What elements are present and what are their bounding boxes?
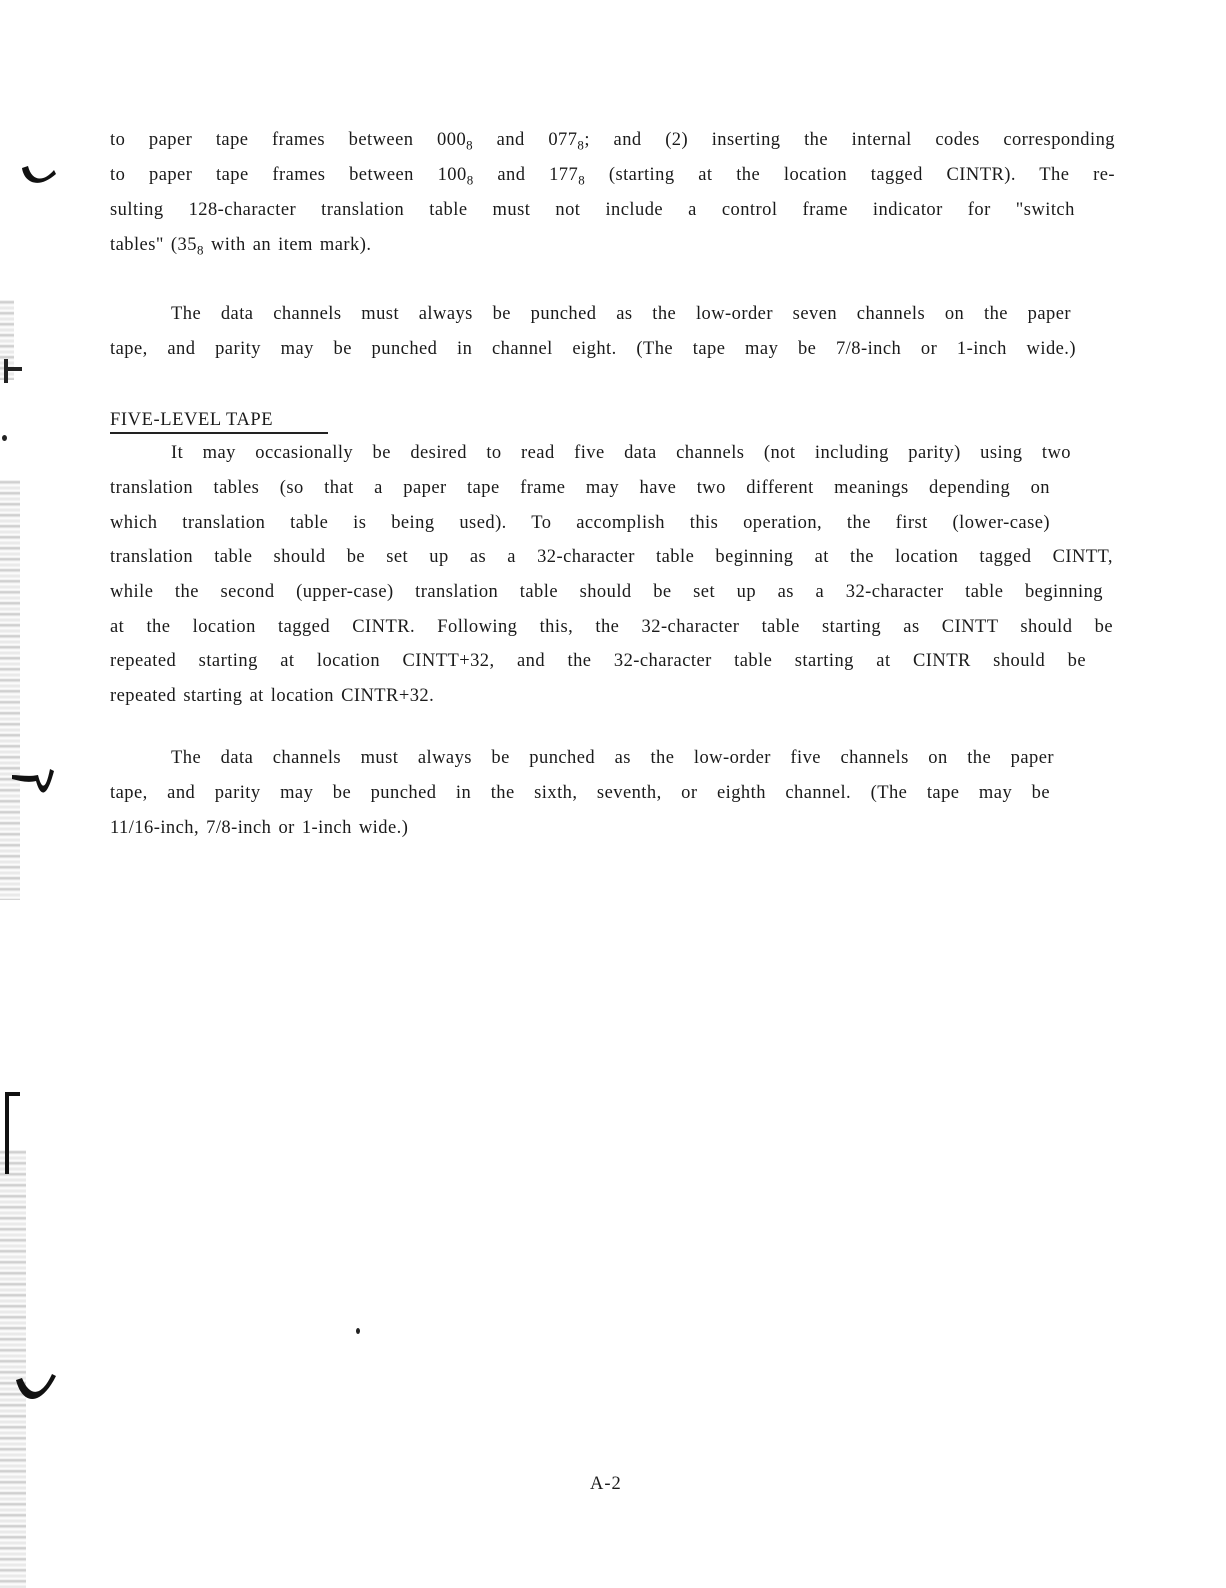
paragraph-3-line-6: at the location tagged CINTR. Following this, the 32-character table starting as CINTT should be [110, 617, 1113, 637]
paragraph-1-line-1: to paper tape frames between $000_8$ and $077_8$; and (2) inserting the internal codes corresponding [110, 130, 1115, 153]
paragraph-4-line-1: The data channels must always be punched as the low-order five channels on the paper [171, 748, 1054, 768]
scan-edge-noise-lower [0, 1150, 26, 1588]
paragraph-2-line-2: tape, and parity may be punched in channel eight. (The tape may be 7/8-inch or 1-inch wide.) [110, 339, 1076, 359]
paragraph-1-line-4: tables" ($35_8$ with an item mark). [110, 235, 372, 258]
paragraph-2 [110, 302, 1115, 362]
paragraph-1-line-3: sulting 128-character translation table must not include a control frame indicator for "switch [110, 200, 1075, 220]
binder-hook-icon [14, 1370, 60, 1410]
paragraph-3-line-1: It may occasionally be desired to read five data channels (not including parity) using two [171, 443, 1071, 463]
paragraph-3-line-8: repeated starting at location CINTR+32. [110, 686, 435, 706]
binder-hook-icon [10, 765, 58, 809]
scan-speck [2, 435, 7, 441]
paragraph-1 [110, 128, 1115, 258]
binder-hook-icon [18, 160, 60, 196]
section-heading-underline [110, 432, 328, 434]
paragraph-3 [110, 441, 1115, 711]
paragraph-3-line-7: repeated starting at location CINTT+32, and the 32-character table starting at CINTR should be [110, 651, 1086, 671]
paragraph-3-line-2: translation tables (so that a paper tape frame may have two different meanings depending on [110, 478, 1050, 498]
binder-clip-icon [2, 355, 24, 385]
paragraph-4 [110, 746, 1115, 842]
paragraph-1-line-2: to paper tape frames between $100_8$ and $177_8$ (starting at the location tagged CINTR). The re- [110, 165, 1115, 188]
paragraph-4-line-3: 11/16-inch, 7/8-inch or 1-inch wide.) [110, 818, 409, 838]
paragraph-2-line-1: The data channels must always be punched as the low-order seven channels on the paper [171, 304, 1071, 324]
section-heading: FIVE-LEVEL TAPE [110, 410, 274, 430]
page-number: A-2 [590, 1474, 622, 1494]
paragraph-4-line-2: tape, and parity may be punched in the sixth, seventh, or eighth channel. (The tape may be [110, 783, 1050, 803]
scan-speck [356, 1328, 360, 1334]
scan-edge-noise-mid [0, 480, 20, 900]
binder-bracket-icon [2, 1088, 22, 1178]
paragraph-3-line-5: while the second (upper-case) translation table should be set up as a 32-character table beginning [110, 582, 1103, 602]
paragraph-3-line-4: translation table should be set up as a 32-character table beginning at the location tagged CINTT, [110, 547, 1113, 567]
paragraph-3-line-3: which translation table is being used). To accomplish this operation, the first (lower-case) [110, 513, 1050, 533]
